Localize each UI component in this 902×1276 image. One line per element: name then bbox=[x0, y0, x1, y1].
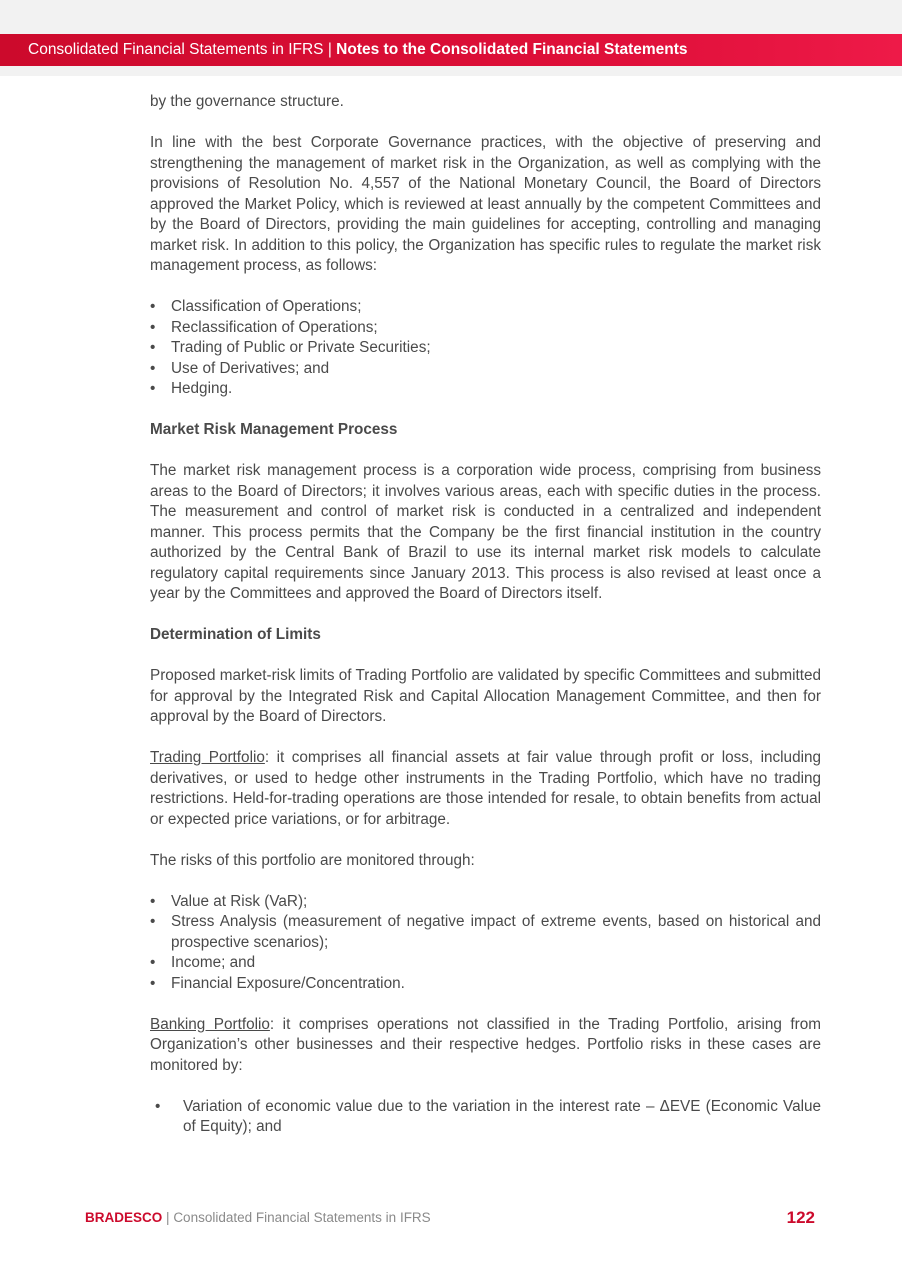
footer-brand: BRADESCO bbox=[85, 1210, 163, 1225]
page-footer bbox=[85, 1210, 815, 1230]
paragraph-intro: by the governance structure. bbox=[150, 93, 344, 110]
top-strip bbox=[0, 0, 902, 34]
heading-market-risk-process: Market Risk Management Process bbox=[150, 421, 398, 438]
footer-separator: | bbox=[166, 1210, 170, 1225]
header-section-title: Notes to the Consolidated Financial Statements bbox=[336, 41, 688, 58]
list-item: • Income; and bbox=[150, 953, 821, 974]
footer-doc-title: Consolidated Financial Statements in IFRS bbox=[173, 1210, 431, 1225]
page-content bbox=[150, 92, 821, 1158]
list-item: • Classification of Operations; bbox=[150, 297, 821, 318]
banking-list bbox=[150, 1097, 821, 1138]
list-item: • Value at Risk (VaR); bbox=[150, 892, 821, 913]
paragraph-market-policy: In line with the best Corporate Governance practices, with the objective of preserving and strengthening the management of market risk in the Organization, as well as complying with the provisions of Resolution No. 4,557 of the National Monetary Council, the Board of Directors approved the Market Policy, which is reviewed at least annually by the competent Committees and by the Board of Directors, providing the main guidelines for accepting, controlling and managing market risk. In addition to this policy, the Organization has specific rules to regulate the market risk management process, as follows: bbox=[150, 134, 821, 274]
list-item: • Use of Derivatives; and bbox=[150, 359, 821, 380]
paragraph-trading-portfolio bbox=[150, 748, 821, 830]
trading-portfolio-definition: : it comprises all financial assets at fair value through profit or loss, including derivatives, or used to hedge other instruments in the Trading Portfolio, which have no trading restrictions. Held-for-trading operations are those intended for resale, to obtain benefits from actual or expected price variations, or for arbitrage. bbox=[150, 749, 821, 828]
monitor-list bbox=[150, 892, 821, 995]
paragraph-process: The market risk management process is a corporation wide process, comprising from business areas to the Board of Directors; it involves various areas, each with specific duties in the process. The measurement and control of market risk is conducted in a centralized and independent manner. This process permits that the Company be the first financial institution in the country authorized by the Central Bank of Brazil to use its internal market risk models to calculate regulatory capital requirements since January 2013. This process is also revised at least once a year by the Committees and approved the Board of Directors itself. bbox=[150, 462, 821, 602]
banking-portfolio-definition: : it comprises operations not classified in the Trading Portfolio, arising from Organization’s other businesses and their respective hedges. Portfolio risks in these cases are monitored by: bbox=[150, 1015, 821, 1074]
paragraph-limits: Proposed market-risk limits of Trading Portfolio are validated by specific Committees and submitted for approval by the Integrated Risk and Capital Allocation Management Committee, and then for approval by the Board of Directors. bbox=[150, 667, 821, 725]
term-trading-portfolio: Trading Portfolio bbox=[150, 749, 265, 766]
header-doc-title: Consolidated Financial Statements in IFRS bbox=[28, 41, 324, 58]
rules-list bbox=[150, 297, 821, 400]
heading-determination-of-limits: Determination of Limits bbox=[150, 626, 321, 643]
paragraph-monitored-through: The risks of this portfolio are monitored through: bbox=[150, 851, 475, 869]
header-separator: | bbox=[327, 41, 332, 58]
list-item: • Financial Exposure/Concentration. bbox=[150, 974, 821, 995]
page-number: 122 bbox=[786, 1208, 815, 1227]
list-item: • Stress Analysis (measurement of negative impact of extreme events, based on historical and prospective scenarios); bbox=[150, 912, 821, 953]
list-item: • Reclassification of Operations; bbox=[150, 318, 821, 339]
paragraph-banking-portfolio bbox=[150, 1015, 821, 1077]
term-banking-portfolio: Banking Portfolio bbox=[150, 1015, 270, 1033]
list-item: • Hedging. bbox=[150, 379, 821, 400]
list-item: • Variation of economic value due to the variation in the interest rate – ΔEVE (Economic Value of Equity); and bbox=[150, 1097, 821, 1138]
list-item: • Trading of Public or Private Securities; bbox=[150, 338, 821, 359]
header-banner bbox=[0, 34, 902, 66]
under-strip bbox=[0, 66, 902, 76]
